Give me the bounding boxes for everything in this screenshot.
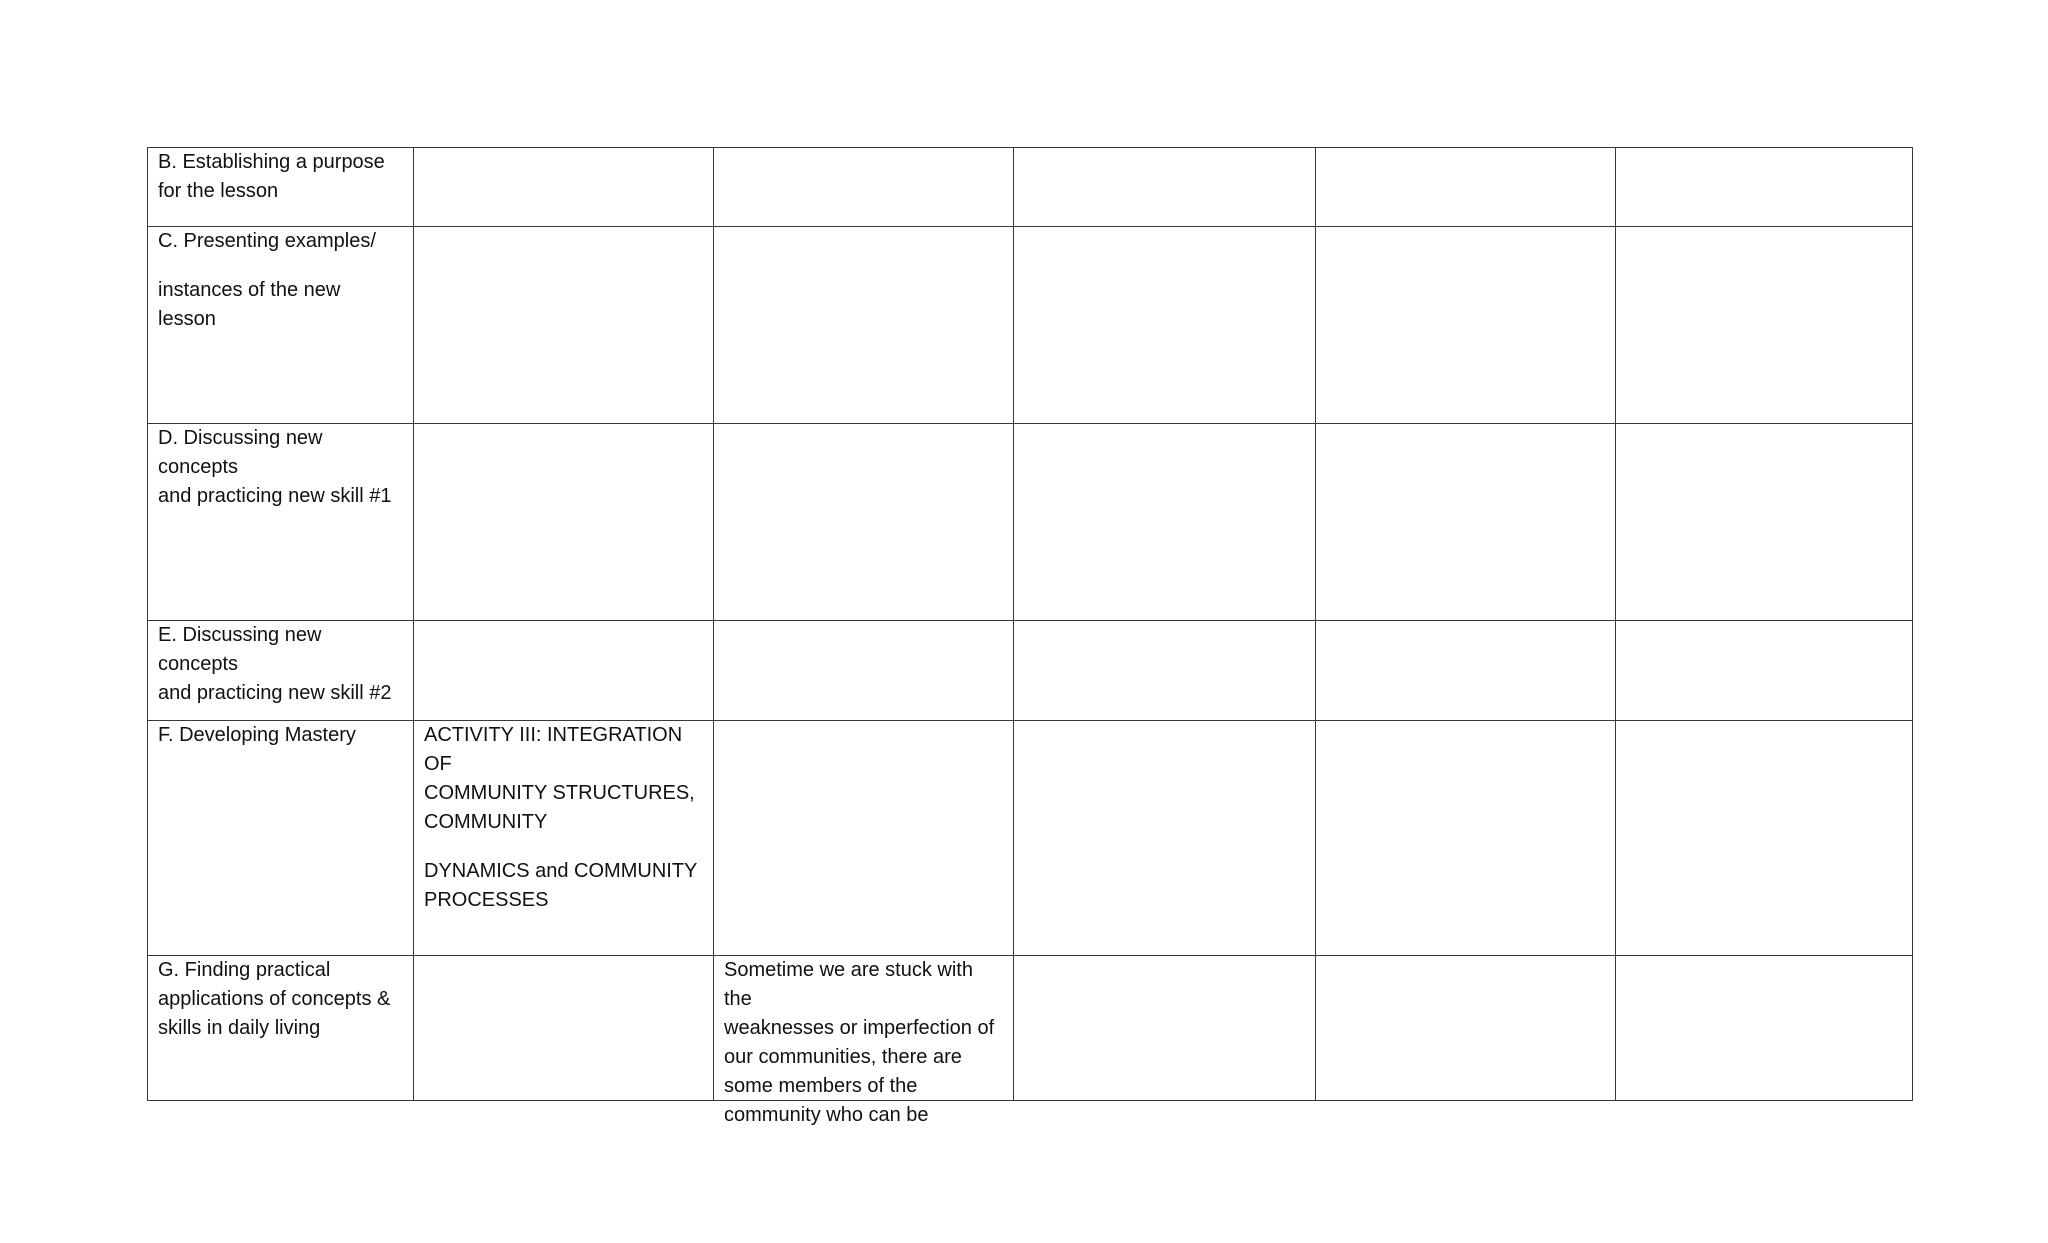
table-cell [414, 621, 714, 721]
table-cell [414, 956, 714, 1101]
table-cell-activity [414, 721, 714, 956]
table-cell [1616, 956, 1913, 1101]
row-label: D. Discussing new concepts and practicing new skill #1 [158, 427, 392, 507]
row-label-cell [148, 227, 414, 424]
table-row-discussing-skill-1 [148, 424, 1913, 621]
row-label-line-1: C. Presenting examples/ [158, 230, 376, 252]
table-row-discussing-skill-2 [148, 621, 1913, 721]
table-cell [714, 424, 1014, 621]
table-cell [1014, 956, 1316, 1101]
row-label: B. Establishing a purpose for the lesson [158, 151, 385, 202]
row-label-cell [148, 956, 414, 1101]
table-cell [1014, 621, 1316, 721]
row-label-cell [148, 621, 414, 721]
table-cell [1616, 721, 1913, 956]
table-cell [414, 148, 714, 227]
cell-text-clip [724, 956, 1003, 1126]
table-cell [1316, 956, 1616, 1101]
table-cell [714, 227, 1014, 424]
application-text: Sometime we are stuck with the weaknesses or imperfection of our communities, there are some members of the community who can be [724, 959, 995, 1126]
row-label: E. Discussing new concepts and practicing new skill #2 [158, 624, 392, 704]
row-label-cell [148, 424, 414, 621]
table-cell [1616, 148, 1913, 227]
table-row-presenting-examples [148, 227, 1913, 424]
table-cell [1014, 227, 1316, 424]
activity-title: ACTIVITY III: INTEGRATION OF COMMUNITY STRUCTURES, COMMUNITY [424, 724, 695, 833]
lesson-plan-table [147, 147, 1913, 1126]
table-cell [1616, 621, 1913, 721]
table-row-developing-mastery [148, 721, 1913, 956]
table-cell [1014, 424, 1316, 621]
table-cell [1616, 227, 1913, 424]
row-label-line-2: instances of the new lesson [158, 279, 341, 330]
table-row-establishing-purpose [148, 148, 1913, 227]
table-cell [1316, 227, 1616, 424]
table-cell [714, 148, 1014, 227]
table-cell [714, 621, 1014, 721]
row-label-cell [148, 148, 414, 227]
table-cell [1616, 424, 1913, 621]
table-cell [1014, 148, 1316, 227]
table-cell [1316, 621, 1616, 721]
table-cell [1014, 721, 1316, 956]
table-cell [1316, 721, 1616, 956]
row-label: F. Developing Mastery [158, 724, 356, 746]
table-cell [414, 424, 714, 621]
table-cell [1316, 424, 1616, 621]
table-cell-application-text [714, 956, 1014, 1126]
table-cell [1316, 148, 1616, 227]
table-cell [414, 227, 714, 424]
table-row-practical-applications [148, 956, 1913, 1101]
activity-title-continued: DYNAMICS and COMMUNITY PROCESSES [424, 860, 698, 911]
row-label: G. Finding practical applications of concepts & skills in daily living [158, 959, 391, 1039]
table-cell [714, 721, 1014, 956]
row-label-cell [148, 721, 414, 956]
